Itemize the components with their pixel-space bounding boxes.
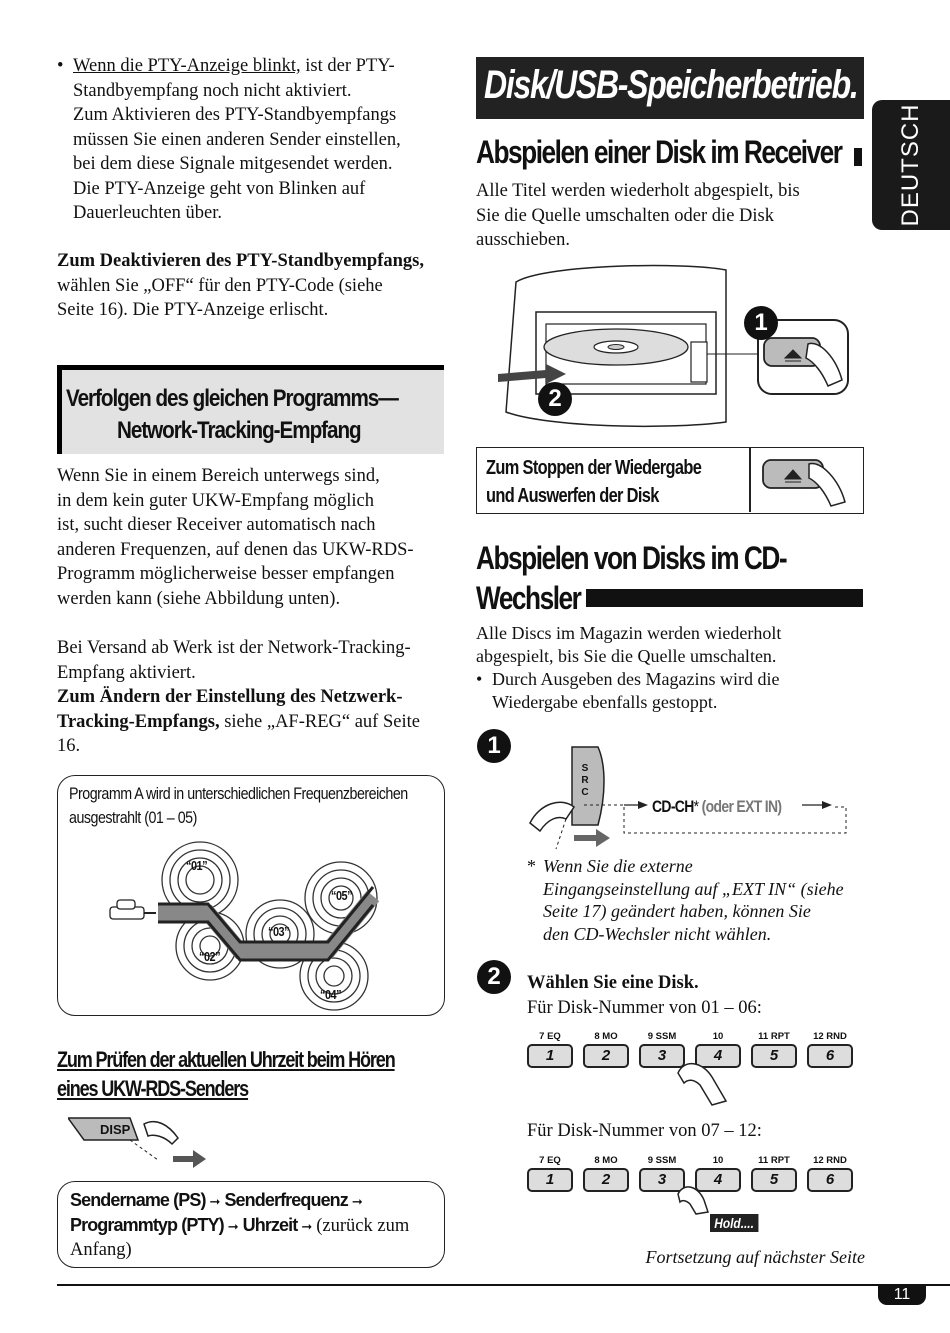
text-line: bei dem diese Signale mitgesendet werden. bbox=[73, 154, 393, 174]
preset-sub-label: 8 MO bbox=[594, 1031, 618, 1042]
src-letter: C bbox=[581, 787, 589, 798]
finger-press-icon bbox=[672, 1180, 712, 1216]
preset-button-2[interactable] bbox=[583, 1155, 629, 1192]
step-1-marker: 1 bbox=[744, 306, 778, 340]
page-title: Disk/USB-Speicherbetrieb. bbox=[484, 63, 858, 107]
src-button-illustration bbox=[526, 745, 856, 853]
cdch-label: CD-CH bbox=[652, 797, 694, 816]
cd-changer-title-line1: Abspielen von Disks im CD- bbox=[476, 540, 787, 576]
preset-sub-label: 7 EQ bbox=[539, 1155, 561, 1166]
text-line: Programm möglicherweise besser empfangen bbox=[57, 564, 395, 584]
text-line: werden kann (siehe Abbildung unten). bbox=[57, 588, 341, 609]
preset-number: 6 bbox=[807, 1044, 853, 1068]
preset-number: 2 bbox=[583, 1044, 629, 1068]
seq-back-text: (zurück zum bbox=[316, 1216, 410, 1236]
seq-station-name: Sendername (PS) bbox=[70, 1190, 206, 1210]
text-line: Zum Aktivieren des PTY-Standbyempfangs bbox=[73, 105, 397, 125]
change-setting-heading: Zum Ändern der Einstellung des Netzwerk- bbox=[57, 687, 403, 707]
stop-eject-label bbox=[486, 454, 701, 510]
text-line: Wenn Sie die externe bbox=[543, 856, 693, 876]
text-line: den CD-Wechsler nicht wählen. bbox=[543, 923, 772, 944]
preset-sub-label: 9 SSM bbox=[647, 1031, 677, 1042]
stop-eject-line2: und Auswerfen der Disk bbox=[486, 485, 659, 507]
bullet-icon: • bbox=[57, 56, 64, 76]
text-line: Die PTY-Anzeige geht von Blinken auf bbox=[73, 178, 366, 199]
text-line: siehe „AF-REG“ auf Seite bbox=[219, 711, 420, 732]
disk-range-1: Für Disk-Nummer von 01 – 06: bbox=[527, 997, 762, 1018]
freq-label-05: “05” bbox=[331, 888, 353, 903]
text-line: Bei Versand ab Werk ist der Network-Tracking- bbox=[57, 638, 411, 658]
continued-note: Fortsetzung auf nächster Seite bbox=[645, 1247, 865, 1267]
disp-button-label: DISP bbox=[100, 1122, 131, 1137]
cd-changer-text bbox=[476, 622, 864, 714]
select-disk-block bbox=[527, 971, 867, 1020]
network-tracking-diagram bbox=[57, 775, 445, 1016]
factory-setting-text bbox=[57, 636, 452, 759]
diagram-caption-line2: ausgestrahlt (01 – 05) bbox=[69, 808, 197, 827]
bullet-icon: • bbox=[476, 669, 483, 689]
seq-program-type: Programmtyp (PTY) bbox=[70, 1215, 224, 1235]
preset-button-2[interactable] bbox=[583, 1031, 629, 1068]
eject-button-icon[interactable] bbox=[759, 454, 859, 508]
text-line: müssen Sie einen anderen Sender einstellen, bbox=[73, 129, 401, 150]
box-divider bbox=[749, 448, 751, 512]
preset-number: 1 bbox=[527, 1168, 573, 1192]
change-setting-heading-cont: Tracking-Empfangs, bbox=[57, 711, 220, 732]
select-disk-title: Wählen Sie eine Disk. bbox=[527, 973, 699, 993]
heading-end-marker bbox=[854, 148, 862, 166]
display-sequence-box bbox=[57, 1181, 445, 1268]
src-letter: S bbox=[581, 763, 589, 774]
arrow-right-icon: ➞ bbox=[301, 1220, 313, 1235]
text-line: Seite 17) geändert haben, können Sie bbox=[543, 901, 811, 921]
arrow-right-icon: ➞ bbox=[227, 1220, 239, 1235]
text-line: Alle Titel werden wiederholt abgespielt, bis bbox=[476, 181, 800, 201]
preset-sub-label: 8 MO bbox=[594, 1155, 618, 1166]
disk-receiver-heading bbox=[476, 134, 866, 174]
freq-label-02: “02” bbox=[199, 949, 221, 964]
text-line: abgespielt, bis Sie die Quelle umschalten. bbox=[476, 646, 777, 666]
arrow-right-icon: ➞ bbox=[209, 1195, 221, 1210]
preset-number: 6 bbox=[807, 1168, 853, 1192]
preset-sub-label: 10 bbox=[712, 1031, 724, 1042]
preset-button-1[interactable] bbox=[527, 1031, 573, 1068]
disk-insert-illustration bbox=[486, 262, 856, 434]
disk-range-2: Für Disk-Nummer von 07 – 12: bbox=[527, 1121, 762, 1141]
preset-sub-label: 11 RPT bbox=[758, 1031, 790, 1042]
pty-blink-note bbox=[57, 54, 447, 226]
text-line: Sie die Quelle umschalten oder die Disk bbox=[476, 205, 774, 226]
preset-number: 1 bbox=[527, 1044, 573, 1068]
stop-eject-box bbox=[476, 447, 864, 514]
freq-label-01: “01” bbox=[186, 858, 208, 873]
text-line: ist, sucht dieser Receiver automatisch nach bbox=[57, 515, 376, 535]
disp-press-graphic bbox=[68, 1114, 218, 1170]
preset-button-5[interactable] bbox=[751, 1155, 797, 1192]
footer-rule bbox=[57, 1284, 950, 1286]
heading-end-bar bbox=[586, 589, 863, 607]
text-line: Standbyempfang noch nicht aktiviert. bbox=[73, 80, 352, 101]
ext-in-footnote bbox=[527, 855, 867, 945]
sequence-line2 bbox=[70, 1214, 409, 1239]
pty-blink-rest: ist der PTY- bbox=[300, 56, 395, 76]
finger-press-icon bbox=[672, 1055, 732, 1107]
network-tracking-section-header bbox=[57, 365, 444, 454]
src-letter: R bbox=[581, 775, 589, 786]
preset-sub-label: 7 EQ bbox=[539, 1031, 561, 1042]
text-line: in dem kein guter UKW-Empfang möglich bbox=[57, 490, 374, 511]
step-1-marker: 1 bbox=[477, 729, 511, 763]
preset-button-5[interactable] bbox=[751, 1031, 797, 1068]
cdch-star: * bbox=[693, 797, 699, 816]
preset-button-6[interactable] bbox=[807, 1155, 853, 1192]
clock-heading-line2: eines UKW-RDS-Senders bbox=[57, 1076, 249, 1101]
seq-back-text-cont: Anfang) bbox=[70, 1240, 132, 1260]
preset-number: 5 bbox=[751, 1044, 797, 1068]
text-line: Seite 16). Die PTY-Anzeige erlischt. bbox=[57, 300, 329, 320]
seq-clock: Uhrzeit bbox=[242, 1215, 298, 1235]
section-title-line2: Network-Tracking-Empfang bbox=[117, 417, 361, 444]
text-line: ausschieben. bbox=[476, 230, 571, 250]
diagram-caption-line1: Programm A wird in unterschiedlichen Frequenzbereichen bbox=[69, 784, 408, 803]
text-line: wählen Sie „OFF“ für den PTY-Code (siehe bbox=[57, 275, 383, 296]
preset-sub-label: 9 SSM bbox=[647, 1155, 677, 1166]
pty-deactivate bbox=[57, 249, 452, 323]
network-tracking-text bbox=[57, 464, 452, 611]
broadcast-area-illustration bbox=[58, 836, 444, 1014]
language-tab bbox=[872, 100, 950, 230]
cdch-source-label bbox=[652, 797, 781, 817]
preset-number: 3 bbox=[639, 1168, 685, 1192]
preset-button-6[interactable] bbox=[807, 1031, 853, 1068]
clock-check-heading bbox=[57, 1045, 395, 1103]
cd-changer-title-line2: Wechsler bbox=[476, 580, 581, 616]
cdch-alt-label: (oder EXT IN) bbox=[698, 797, 782, 816]
clock-heading-line1: Zum Prüfen der aktuellen Uhrzeit beim Hören bbox=[57, 1047, 395, 1072]
preset-number: 4 bbox=[695, 1044, 741, 1068]
section-title-line1: Verfolgen des gleichen Programms— bbox=[66, 385, 398, 412]
language-tab-label: DEUTSCH bbox=[897, 103, 924, 227]
step-2-marker: 2 bbox=[477, 960, 511, 994]
preset-sub-label: 12 RND bbox=[813, 1031, 847, 1042]
preset-sub-label: 11 RPT bbox=[758, 1155, 790, 1166]
sequence-line1 bbox=[70, 1190, 363, 1211]
text-line: Alle Discs im Magazin werden wiederholt bbox=[476, 623, 782, 643]
preset-sub-label: 12 RND bbox=[813, 1155, 847, 1166]
step-2-marker: 2 bbox=[538, 382, 572, 416]
hold-badge: Hold.... bbox=[710, 1214, 758, 1232]
preset-button-1[interactable] bbox=[527, 1155, 573, 1192]
text-line: Wenn Sie in einem Bereich unterwegs sind, bbox=[57, 466, 380, 486]
page-number: 11 bbox=[878, 1284, 926, 1305]
freq-label-03: “03” bbox=[268, 924, 290, 939]
stop-eject-line1: Zum Stoppen der Wiedergabe bbox=[486, 457, 702, 479]
disk-receiver-text bbox=[476, 179, 861, 253]
preset-sub-label: 10 bbox=[712, 1155, 724, 1166]
preset-number: 4 bbox=[695, 1168, 741, 1192]
text-line: Empfang aktiviert. bbox=[57, 662, 196, 683]
text-line: Durch Ausgeben des Magazins wird die bbox=[492, 669, 780, 689]
disk-receiver-title: Abspielen einer Disk im Receiver bbox=[476, 134, 842, 170]
src-button-label[interactable] bbox=[579, 763, 591, 799]
pty-blink-lead: Wenn die PTY-Anzeige blinkt, bbox=[73, 56, 301, 76]
arrow-right-icon: ➞ bbox=[351, 1195, 363, 1210]
seq-frequency: Senderfrequenz bbox=[224, 1190, 348, 1210]
text-line: Wiedergabe ebenfalls gestoppt. bbox=[492, 692, 718, 712]
text-line: 16. bbox=[57, 736, 81, 756]
preset-number: 5 bbox=[751, 1168, 797, 1192]
disp-button-illustration bbox=[68, 1114, 218, 1170]
text-line: anderen Frequenzen, auf denen das UKW-RDS- bbox=[57, 539, 414, 560]
text-line: Eingangseinstellung auf „EXT IN“ (siehe bbox=[543, 878, 844, 899]
deactivate-heading: Zum Deaktivieren des PTY-Standbyempfangs, bbox=[57, 251, 424, 271]
text-line: Dauerleuchten über. bbox=[73, 203, 222, 223]
page-title-bar bbox=[476, 57, 864, 119]
freq-label-04: “04” bbox=[320, 987, 342, 1002]
preset-number: 2 bbox=[583, 1168, 629, 1192]
footnote-star: * bbox=[527, 856, 536, 876]
preset-number: 3 bbox=[639, 1044, 685, 1068]
